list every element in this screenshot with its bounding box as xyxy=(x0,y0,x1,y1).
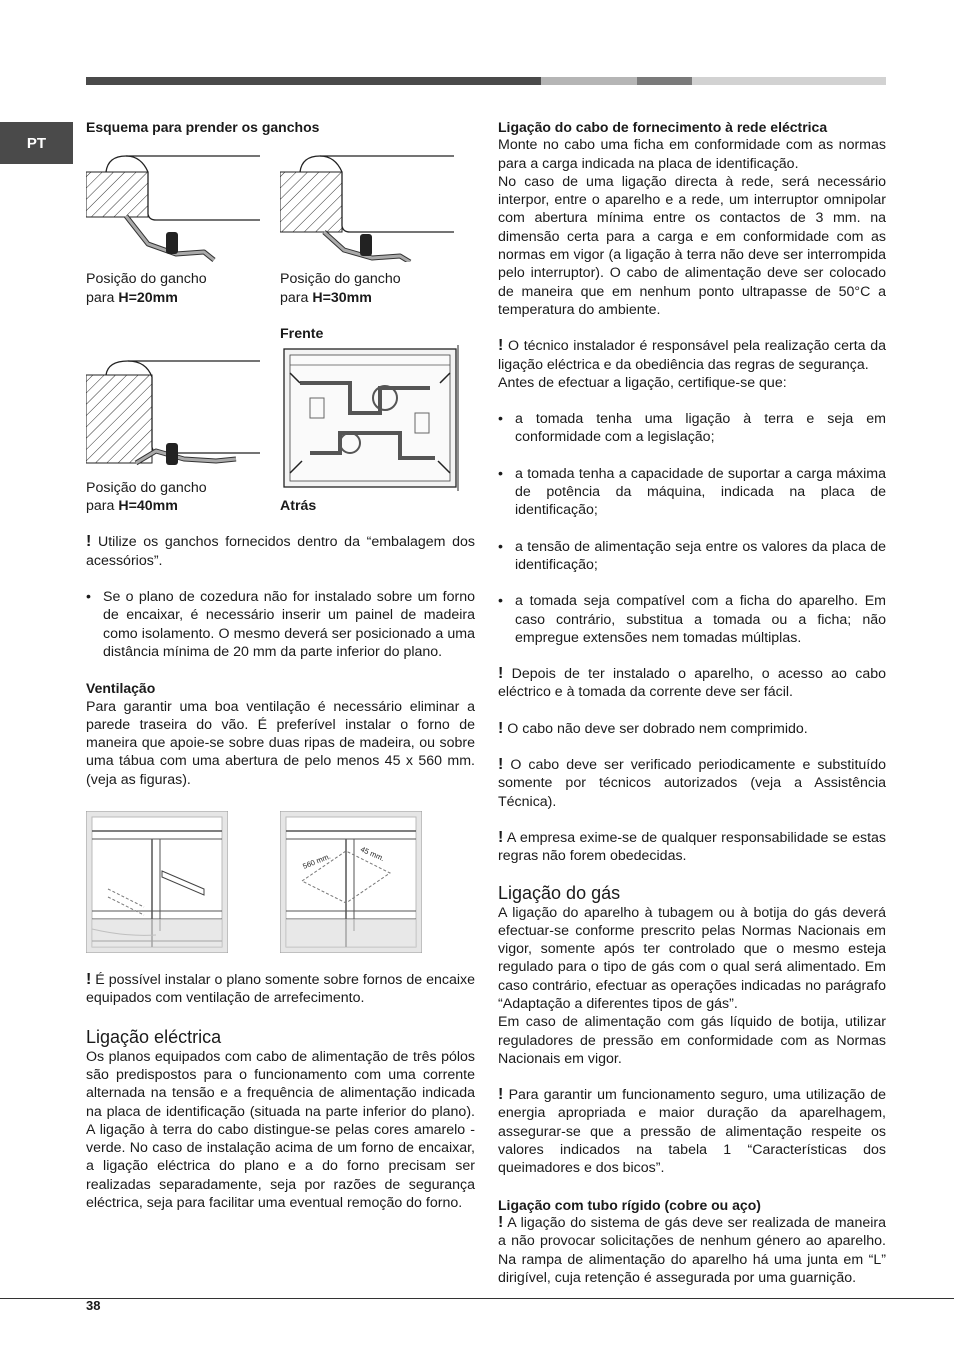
note-technician-text: O técnico instalador é responsável pela realização certa da ligação eléctrica e da obediência das regras de segurança. xyxy=(498,338,886,373)
cable-text-2: No caso de uma ligação directa à rede, será necessário interpor, entre o aparelho e a rede, um interruptor omnipolar com abertura mínima entre os contactos de 3 mm. na dimensão certa para a carga e em conformidade com as normas em vigor (a ligação à terra não deve ser interrompida pelo interruptor). O cabo de alimentação deve ser colocado de maneira que em nenhum ponto ultrapasse de 50°C a temperatura do ambiente. xyxy=(498,173,886,318)
warning-mark: ! xyxy=(498,1213,504,1231)
dimension-45: 45 mm. xyxy=(359,844,386,864)
note-oven-text: É possível instalar o plano somente sobre fornos de encaixe equipados com ventilação de arrefecimento. xyxy=(86,972,475,1007)
note-pressure xyxy=(498,1086,886,1177)
hob-underside-drawing xyxy=(280,343,464,493)
caption-line xyxy=(86,289,280,307)
note-oven xyxy=(86,971,475,1008)
gas-text-1: A ligação do aparelho à tubagem ou à botija do gás deverá efectuar-se conforme prescrito pelas Normas Nacionais em vigor, somente após ter controlado que o mesmo esteja regulado para o tipo de gás com o qual será alimentado. Em caso contrário, efectuar as operações indicadas no parágrafo “Adaptação a diferentes tipos de gás”. xyxy=(498,904,886,1012)
hob-underside-figure xyxy=(280,307,474,516)
caption-prefix: para xyxy=(86,498,119,515)
header-color-bar xyxy=(86,77,886,85)
hook-figure-40 xyxy=(86,325,280,516)
note-check-text: O cabo deve ser verificado periodicamente e substituído somente por técnicos autorizados (veja a Assistência Técnica). xyxy=(498,757,886,810)
hook-h40-drawing xyxy=(86,325,262,475)
language-tab: PT xyxy=(0,122,73,164)
note-check xyxy=(498,756,886,811)
hooks-figure-row-2 xyxy=(86,325,475,516)
note-pressure-text: Para garantir um funcionamento seguro, uma utilização de energia apropriada e maior duração da aparelhagem, assegurar-se que a pressão de alimentação respeite os valores indicados na tabela 1 “Características dos queimadores e dos bicos”. xyxy=(498,1087,886,1177)
ventilation-figure-1 xyxy=(86,811,280,953)
caption-height: H=40mm xyxy=(118,498,178,515)
list-item: • a tomada tenha a capacidade de suportar a carga máxima de potência da máquina, indicada na placa de identificação; xyxy=(498,465,886,520)
caption-height: H=30mm xyxy=(312,289,372,306)
cable-text-1: Monte no cabo uma ficha em conformidade com as normas para a carga indicada na placa de identificação. xyxy=(498,137,886,172)
page-number: 38 xyxy=(86,1298,101,1313)
note-bend xyxy=(498,720,886,738)
hook-h20-caption xyxy=(86,270,280,307)
ventilation-board-drawing xyxy=(280,811,422,953)
back-label: Atrás xyxy=(280,498,317,515)
caption-prefix: para xyxy=(280,289,313,306)
rigid-pipe-text xyxy=(498,1214,886,1287)
caption-line xyxy=(86,497,280,515)
header-bar-segment xyxy=(637,77,692,85)
list-item: • a tomada seja compatível com a ficha do aparelho. Em caso contrário, substitua a tomada ou a ficha; não empregue extensões nem tomadas múltiplas. xyxy=(498,592,886,647)
warning-mark: ! xyxy=(86,533,92,551)
caption-prefix: para xyxy=(86,289,119,306)
right-column xyxy=(498,118,886,1287)
warning-mark: ! xyxy=(498,756,504,774)
warning-mark: ! xyxy=(86,971,92,989)
header-bar-segment xyxy=(86,77,541,85)
note-liability-text: A empresa exime-se de qualquer responsabilidade se estas regras não forem obedecidas. xyxy=(498,829,886,865)
note-access-text: Depois de ter instalado o aparelho, o acesso ao cabo eléctrico e à tomada da corrente deve ser fácil. xyxy=(498,666,886,701)
hook-figure-30 xyxy=(280,154,474,307)
caption-height: H=20mm xyxy=(118,289,178,306)
gas-title: Ligação do gás xyxy=(498,882,621,903)
rigid-pipe-title: Ligação com tubo rígido (cobre ou aço) xyxy=(498,1196,761,1213)
note-hooks xyxy=(86,533,475,570)
before-connection-text: Antes de efectuar a ligação, certifique-se que: xyxy=(498,374,787,391)
warning-mark: ! xyxy=(498,719,504,737)
note-bend-text: O cabo não deve ser dobrado nem comprimido. xyxy=(503,720,808,737)
ventilation-figures xyxy=(86,811,475,953)
hooks-title: Esquema para prender os ganchos xyxy=(86,119,320,135)
hook-h30-drawing xyxy=(280,154,456,262)
list-item: • a tensão de alimentação seja entre os valores da placa de identificação; xyxy=(498,538,886,575)
header-bar-segment xyxy=(692,77,886,85)
list-item: • a tomada tenha uma ligação à terra e seja em conformidade com a legislação; xyxy=(498,410,886,447)
ventilation-title: Ventilação xyxy=(86,680,156,697)
note-technician xyxy=(498,337,886,374)
panel-bullet-list xyxy=(86,588,475,661)
ventilation-text: Para garantir uma boa ventilação é necessário eliminar a parede traseira do vão. É preferível instalar o forno de maneira que apoie-se sobre duas ripas de madeira, ou sobre uma tábua com uma abertura de pelo menos 45 x 560 mm. (veja as figuras). xyxy=(86,698,475,788)
left-column xyxy=(86,118,475,1212)
electrical-text: Os planos equipados com cabo de alimentação de três pólos são predispostos para o funcionamento com uma corrente alternada na tensão e a frequência de alimentação indicada na placa de identificação (situada na parte inferior do plano). A ligação à terra do cabo distingue-se pelas cores amarelo - verde. No caso de instalação acima de um forno de encaixar, a ligação eléctrica do plano e a do forno precisam ser realizadas separadamente, seja por razões de segurança eléctrica, seja para facilitar uma eventual remoção do forno. xyxy=(86,1048,475,1212)
electrical-title: Ligação eléctrica xyxy=(86,1026,222,1047)
hook-h40-caption xyxy=(86,479,280,516)
hook-h20-drawing xyxy=(86,154,262,262)
connection-checklist xyxy=(498,410,886,647)
ventilation-slats-drawing xyxy=(86,811,228,953)
list-item: • Se o plano de cozedura não for instalado sobre um forno de encaixar, é necessário inserir um painel de madeira como isolamento. O mesmo deverá ser posicionado a uma distância mínima de 20 mm da parte inferior do plano. xyxy=(86,588,475,661)
cable-title: Ligação do cabo de fornecimento à rede eléctrica xyxy=(498,119,828,135)
ventilation-figure-2 xyxy=(280,811,474,953)
caption-line xyxy=(280,289,474,307)
front-label: Frente xyxy=(280,325,324,342)
note-access xyxy=(498,665,886,702)
warning-mark: ! xyxy=(498,828,504,846)
note-hooks-text: Utilize os ganchos fornecidos dentro da “embalagem dos acessórios”. xyxy=(86,534,475,569)
rigid-pipe-body: A ligação do sistema de gás deve ser realizada de maneira a não provocar solicitações de nenhum género ao aparelho. Na rampa de alimentação do aparelho há uma junta em “L” dirigível, cuja retenção é assegurada por uma guarnição. xyxy=(498,1214,886,1286)
warning-mark: ! xyxy=(498,665,504,683)
gas-text-2: Em caso de alimentação com gás líquido de botija, utilizar reguladores de pressão em conformidade com as Normas Nacionais em vigor. xyxy=(498,1014,886,1067)
hooks-figure-row-1 xyxy=(86,154,475,307)
note-liability xyxy=(498,829,886,866)
warning-mark: ! xyxy=(498,1086,504,1104)
caption-line: Posição do gancho xyxy=(86,479,207,496)
warning-mark: ! xyxy=(498,337,504,355)
hook-figure-20 xyxy=(86,154,280,307)
footer-rule xyxy=(0,1298,954,1299)
caption-line: Posição do gancho xyxy=(86,271,207,288)
caption-line: Posição do gancho xyxy=(280,271,401,288)
dimension-560: 560 mm. xyxy=(301,851,332,871)
header-bar-segment xyxy=(541,77,637,85)
hook-h30-caption xyxy=(280,270,474,307)
